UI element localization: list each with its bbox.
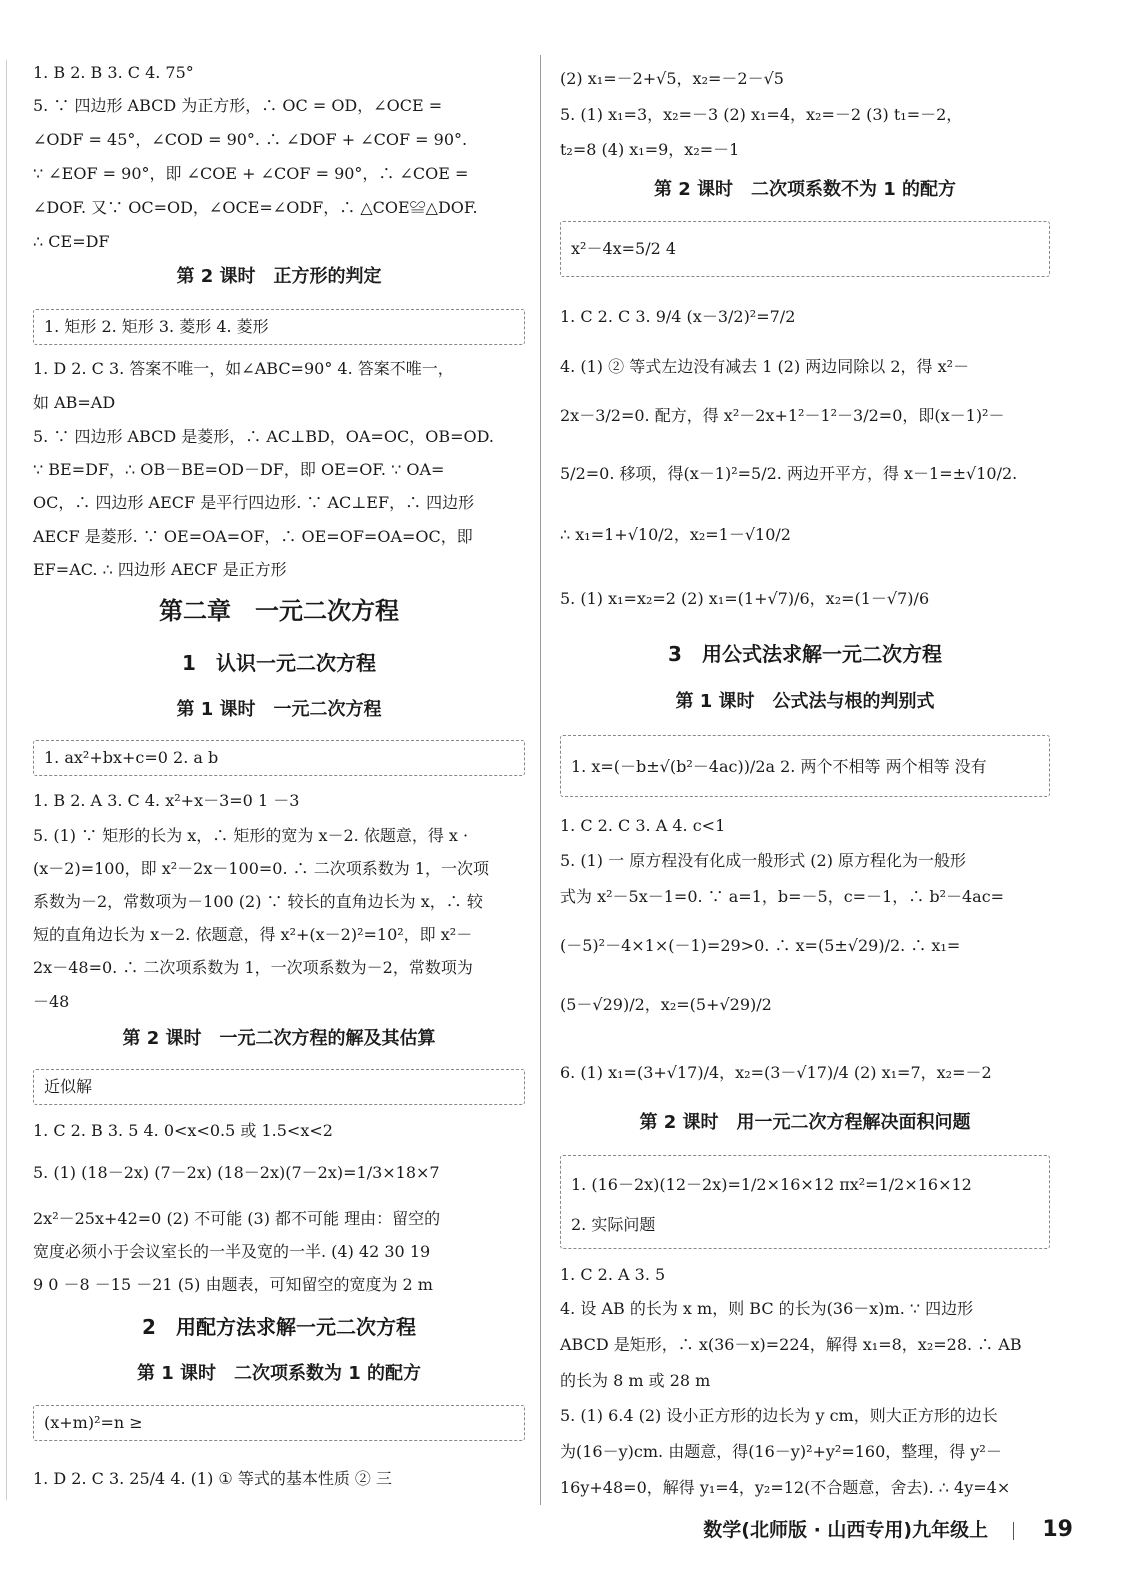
answer-line: 5/2=0. 移项，得(x－1)²=5/2. 两边开平方，得 x－1=±√10/2. — [560, 464, 1018, 483]
answer-line: (2) x₁=－2+√5，x₂=－2－√5 — [560, 69, 784, 88]
answer-line: 为(16－y)cm. 由题意，得(16－y)²+y²=160，整理，得 y²－ — [560, 1442, 1002, 1461]
answer-line: 宽度必须小于会议室长的一半及宽的一半. (4) 42 30 19 — [33, 1242, 431, 1261]
answer-line: 1. C 2. A 3. 5 — [560, 1265, 666, 1284]
answer-line: AECF 是菱形. ∵ OE=OA=OF，∴ OE=OF=OA=OC，即 — [33, 527, 473, 546]
section-heading: 第 2 课时 二次项系数不为 1 的配方 — [653, 179, 957, 200]
section-heading: 第 1 课时 一元二次方程 — [176, 699, 382, 720]
answer-line: 1. D 2. C 3. 答案不唯一，如∠ABC=90° 4. 答案不唯一， — [33, 359, 454, 378]
unit-title: 3 用公式法求解一元二次方程 — [668, 642, 942, 666]
answer-line: 4. 设 AB 的长为 x m，则 BC 的长为(36－x)m. ∵ 四边形 — [560, 1299, 974, 1318]
answer-line: 5. (1) 一 原方程没有化成一般形式 (2) 原方程化为一般形 — [560, 851, 967, 870]
chapter-title: 第二章 一元二次方程 — [159, 597, 399, 625]
answer-line: 2x²－25x+42=0 (2) 不可能 (3) 都不可能 理由：留空的 — [33, 1209, 441, 1228]
section-heading: 第 2 课时 一元二次方程的解及其估算 — [122, 1028, 436, 1049]
answer-line: ∠ODF = 45°，∠COD = 90°. ∴ ∠DOF + ∠COF = 90°. — [33, 130, 468, 149]
answer-line: 2x－48=0. ∴ 二次项系数为 1，一次项系数为－2，常数项为 — [33, 958, 473, 977]
answer-line: 的长为 8 m 或 28 m — [560, 1371, 711, 1390]
page-footer — [703, 1515, 1073, 1542]
answer-line: －48 — [33, 992, 70, 1011]
unit-title: 1 认识一元二次方程 — [182, 651, 376, 675]
section-heading: 第 1 课时 二次项系数为 1 的配方 — [136, 1363, 422, 1384]
fill-in-box: 近似解 — [33, 1069, 525, 1105]
answer-line: OC，∴ 四边形 AECF 是平行四边形. ∵ AC⊥EF，∴ 四边形 — [33, 493, 475, 512]
answer-line: ABCD 是矩形，∴ x(36－x)=224，解得 x₁=8，x₂=28. ∴ AB — [560, 1335, 1022, 1354]
section-heading: 第 2 课时 正方形的判定 — [176, 266, 382, 287]
answer-line: ∠DOF. 又∵ OC=OD，∠OCE=∠ODF，∴ △COE≌△DOF. — [33, 198, 478, 217]
answer-line: 短的直角边长为 x－2. 依题意，得 x²+(x－2)²=10²，即 x²－ — [33, 925, 473, 944]
answer-line: 1. D 2. C 3. 25/4 4. (1) ① 等式的基本性质 ② 三 — [33, 1469, 393, 1488]
answer-line: 6. (1) x₁=(3+√17)/4，x₂=(3－√17)/4 (2) x₁=7，x₂=－2 — [560, 1063, 992, 1082]
answer-line: 式为 x²－5x－1=0. ∵ a=1，b=－5，c=－1，∴ b²－4ac= — [560, 887, 1005, 906]
answer-line: 5. ∵ 四边形 ABCD 为正方形，∴ OC = OD，∠OCE = — [33, 96, 443, 115]
answer-line: 1. C 2. C 3. 9/4 (x－3/2)²=7/2 — [560, 307, 796, 326]
answer-line: 5. (1) (18－2x) (7－2x) (18－2x)(7－2x)=1/3×18×7 — [33, 1163, 440, 1182]
answer-line: EF=AC. ∴ 四边形 AECF 是正方形 — [33, 560, 287, 579]
unit-title: 2 用配方法求解一元二次方程 — [142, 1315, 416, 1339]
answer-line: ∴ CE=DF — [33, 232, 110, 251]
answer-line: 9 0 －8 －15 －21 (5) 由题表，可知留空的宽度为 2 m — [33, 1275, 433, 1294]
answer-line: 5. (1) ∵ 矩形的长为 x，∴ 矩形的宽为 x－2. 依题意，得 x · — [33, 826, 469, 845]
answer-line: 1. C 2. B 3. 5 4. 0<x<0.5 或 1.5<x<2 — [33, 1121, 333, 1140]
answer-line: 4. (1) ② 等式左边没有减去 1 (2) 两边同除以 2，得 x²－ — [560, 357, 970, 376]
answer-line: (－5)²－4×1×(－1)=29>0. ∴ x=(5±√29)/2. ∴ x₁= — [560, 936, 961, 955]
fill-in-box — [560, 1155, 1050, 1249]
answer-line: ∵ ∠EOF = 90°，即 ∠COE + ∠COF = 90°，∴ ∠COE = — [33, 164, 469, 183]
section-heading: 第 1 课时 公式法与根的判别式 — [675, 691, 935, 712]
fill-in-box: x²－4x=5/2 4 — [560, 221, 1050, 277]
page-edge-line — [6, 60, 7, 1500]
answer-line: ∵ BE=DF，∴ OB－BE=OD－DF，即 OE=OF. ∵ OA= — [33, 460, 445, 479]
section-heading: 第 2 课时 用一元二次方程解决面积问题 — [639, 1112, 971, 1133]
answer-line: 1. B 2. B 3. C 4. 75° — [33, 63, 194, 82]
box-line: 1. (16－2x)(12－2x)=1/2×16×12 πx²=1/2×16×12 — [571, 1175, 972, 1194]
footer-separator — [1013, 1522, 1014, 1540]
answer-line: 1. B 2. A 3. C 4. x²+x－3=0 1 －3 — [33, 791, 300, 810]
column-divider — [540, 55, 541, 1505]
answer-line: 5. (1) x₁=3，x₂=－3 (2) x₁=4，x₂=－2 (3) t₁=－2， — [560, 105, 963, 124]
answer-line: 5. ∵ 四边形 ABCD 是菱形，∴ AC⊥BD，OA=OC，OB=OD. — [33, 427, 494, 446]
page-number: 19 — [1042, 1517, 1073, 1542]
answer-line: t₂=8 (4) x₁=9，x₂=－1 — [560, 140, 740, 159]
answer-line: 1. C 2. C 3. A 4. c<1 — [560, 816, 726, 835]
box-line: 2. 实际问题 — [571, 1215, 656, 1234]
fill-in-box: 1. x=(－b±√(b²－4ac))/2a 2. 两个不相等 两个相等 没有 — [560, 735, 1050, 797]
answer-line: 如 AB=AD — [33, 393, 116, 412]
book-title: 数学(北师版 · 山西专用)九年级上 — [703, 1519, 989, 1541]
answer-line: 5. (1) 6.4 (2) 设小正方形的边长为 y cm，则大正方形的边长 — [560, 1406, 998, 1425]
answer-line: ∴ x₁=1+√10/2，x₂=1－√10/2 — [560, 525, 791, 544]
fill-in-box: (x+m)²=n ≥ — [33, 1405, 525, 1441]
answer-line: 5. (1) x₁=x₂=2 (2) x₁=(1+√7)/6，x₂=(1－√7)/6 — [560, 589, 930, 608]
answer-line: (x－2)=100，即 x²－2x－100=0. ∴ 二次项系数为 1，一次项 — [33, 859, 490, 878]
fill-in-box: 1. ax²+bx+c=0 2. a b — [33, 740, 525, 776]
fill-in-box: 1. 矩形 2. 矩形 3. 菱形 4. 菱形 — [33, 309, 525, 345]
answer-line: 系数为－2，常数项为－100 (2) ∵ 较长的直角边长为 x，∴ 较 — [33, 892, 483, 911]
answer-line: (5－√29)/2，x₂=(5+√29)/2 — [560, 995, 772, 1014]
answer-line: 16y+48=0，解得 y₁=4，y₂=12(不合题意，舍去). ∴ 4y=4× — [560, 1478, 1011, 1497]
answer-line: 2x－3/2=0. 配方，得 x²－2x+1²－1²－3/2=0，即(x－1)²－ — [560, 406, 1005, 425]
